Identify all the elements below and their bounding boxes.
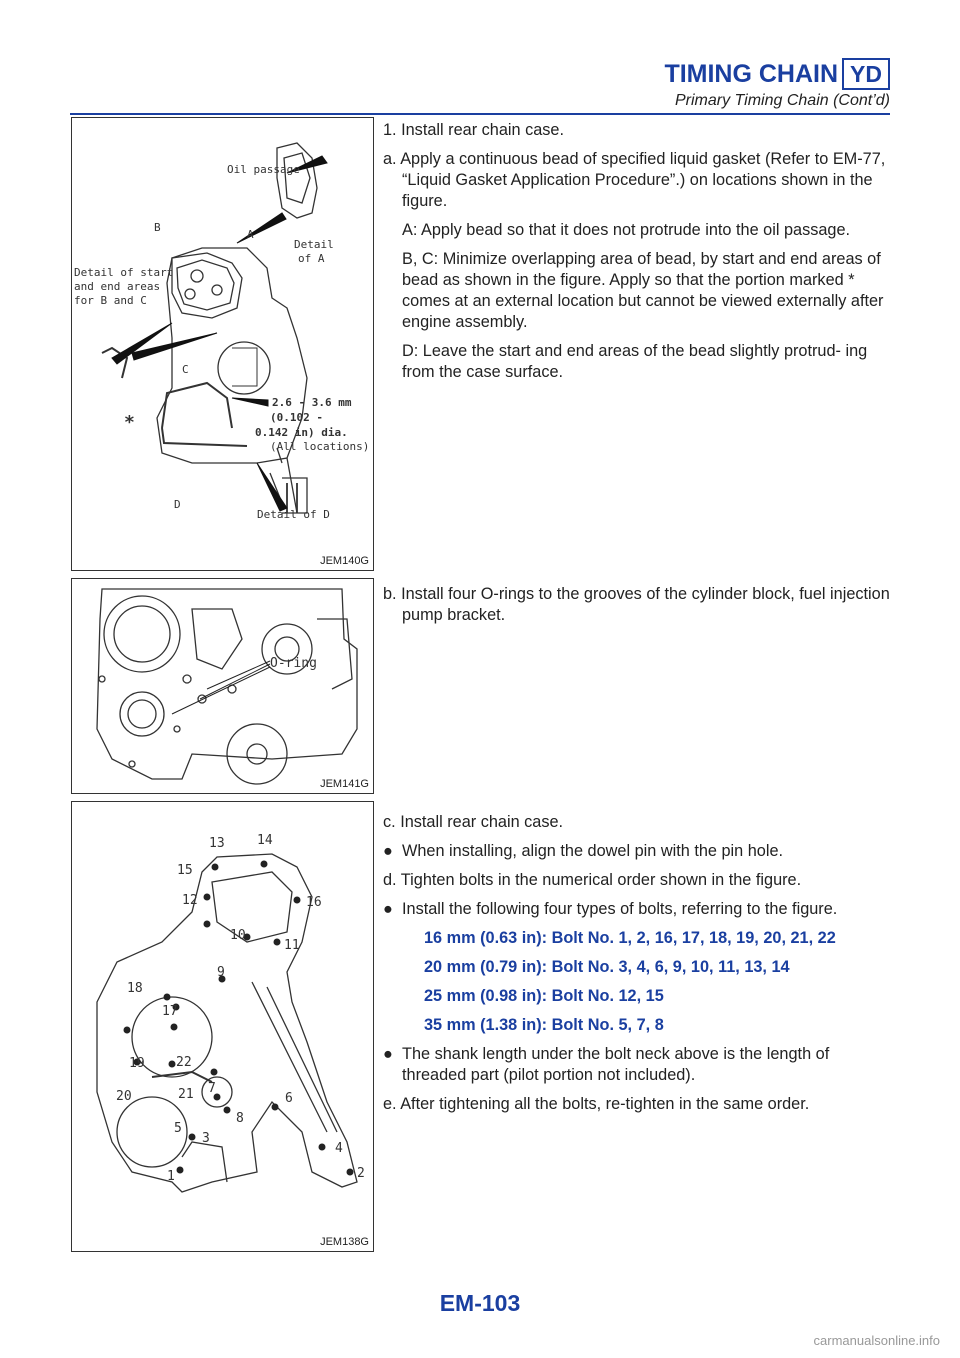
section-tighten-bolts <box>383 812 893 1123</box>
section-orings <box>383 584 893 634</box>
bolt-4-label: 4 <box>335 1141 343 1156</box>
engine-badge: YD <box>842 58 890 90</box>
bullet-dowel <box>383 841 893 862</box>
label-d: D <box>174 498 181 511</box>
step-b: b. Install four O-rings to the grooves of the cylinder block, fuel injection pump bracket. <box>383 585 890 624</box>
bolt-8-label: 8 <box>236 1111 244 1126</box>
bullet-dot: ● <box>383 842 393 860</box>
section-subtitle: Primary Timing Chain (Cont’d) <box>674 92 890 109</box>
bolt-10-label: 10 <box>230 928 246 943</box>
bolt-21-label: 21 <box>178 1087 194 1102</box>
bolt-6-label: 6 <box>285 1091 293 1106</box>
label-detail-start-2: and end areas <box>74 280 161 293</box>
label-dim-4: (All locations) <box>270 440 370 453</box>
label-detail-a-2: of A <box>298 252 325 265</box>
step-a: a. Apply a continuous bead of specified liquid gasket (Refer to EM-77, “Liquid Gasket Application Procedure”.) on locations shown in the figure. <box>383 150 886 210</box>
figure-code: JEM138G <box>320 1236 369 1248</box>
bolt-spec-35mm: 35 mm (1.38 in): Bolt No. 5, 7, 8 <box>424 1016 664 1034</box>
label-c: C <box>182 363 189 376</box>
oring-diagram <box>72 579 373 793</box>
bolt-5-label: 5 <box>174 1121 182 1136</box>
label-dim-3: 0.142 in) dia. <box>255 426 348 439</box>
bolt-16-label: 16 <box>306 895 322 910</box>
bolt-13-label: 13 <box>209 836 225 851</box>
bullet-dot: ● <box>383 900 393 918</box>
bolt-19-label: 19 <box>129 1056 145 1071</box>
figure-code: JEM141G <box>320 778 369 790</box>
gasket-diagram <box>72 118 373 570</box>
bolt-9-label: 9 <box>217 965 225 980</box>
section-title <box>664 58 890 90</box>
bolt-12-label: 12 <box>182 893 198 908</box>
note-bc: B, C: Minimize overlapping area of bead, by start and end areas of bead as shown in the figure. Apply so that the portion marked * comes at an external location but cannot be viewed externally after engine assembly. <box>402 250 884 331</box>
note-d: D: Leave the start and end areas of the bead slightly protrud- ing from the case surface. <box>402 342 868 381</box>
bolt-20-label: 20 <box>116 1089 132 1104</box>
bolt-14-label: 14 <box>257 833 273 848</box>
figure-jem140g <box>71 117 374 571</box>
step-1: 1. Install rear chain case. <box>383 121 564 139</box>
step-e: e. After tightening all the bolts, re-tighten in the same order. <box>383 1095 810 1113</box>
label-oring: O-ring <box>270 656 317 671</box>
label-detail-start-3: for B and C <box>74 294 147 307</box>
bolt-spec-25mm: 25 mm (0.98 in): Bolt No. 12, 15 <box>424 987 664 1005</box>
label-a: A <box>247 228 254 241</box>
note-a: A: Apply bead so that it does not protrude into the oil passage. <box>402 221 851 239</box>
bullet-shank-length <box>383 1044 893 1086</box>
figure-code: JEM140G <box>320 555 369 567</box>
step-c: c. Install rear chain case. <box>383 813 564 831</box>
watermark: carmanualsonline.info <box>813 1333 940 1348</box>
bolt-order-diagram <box>72 802 373 1251</box>
title-text: TIMING CHAIN <box>664 59 839 88</box>
label-dim-1: 2.6 - 3.6 mm <box>272 396 352 409</box>
page-number: EM-103 <box>439 1290 521 1316</box>
figure-jem141g <box>71 578 374 794</box>
bolt-spec-16mm: 16 mm (0.63 in): Bolt No. 1, 2, 16, 17, 18, 19, 20, 21, 22 <box>424 929 836 947</box>
bolt-1-label: 1 <box>167 1169 175 1184</box>
bolt-7-label: 7 <box>208 1081 216 1096</box>
figure-jem138g <box>71 801 374 1252</box>
bolt-22-label: 22 <box>176 1055 192 1070</box>
label-detail-d: Detail of D <box>257 508 330 521</box>
bolt-3-label: 3 <box>202 1131 210 1146</box>
bolt-2-label: 2 <box>357 1166 365 1181</box>
label-dim-2: (0.102 - <box>270 411 323 424</box>
bullet-text: When installing, align the dowel pin with the pin hole. <box>402 842 784 860</box>
label-oil-passage: Oil passage <box>227 163 300 176</box>
label-star: * <box>124 412 135 433</box>
bolt-17-label: 17 <box>162 1004 178 1019</box>
bolt-spec-20mm: 20 mm (0.79 in): Bolt No. 3, 4, 6, 9, 10, 11, 13, 14 <box>424 958 790 976</box>
label-detail-a-1: Detail <box>294 238 334 251</box>
bolt-18-label: 18 <box>127 981 143 996</box>
bullet-dot: ● <box>383 1045 393 1063</box>
header-rule <box>70 113 890 115</box>
section-install-chain-case <box>383 120 893 391</box>
bullet-bolt-types <box>383 899 893 920</box>
step-d: d. Tighten bolts in the numerical order shown in the figure. <box>383 871 802 889</box>
page-header <box>664 58 890 110</box>
bolt-15-label: 15 <box>177 863 193 878</box>
bullet-text: Install the following four types of bolts, referring to the figure. <box>402 900 838 918</box>
label-b: B <box>154 221 161 234</box>
label-detail-start-1: Detail of start <box>74 266 174 279</box>
bullet-text: The shank length under the bolt neck above is the length of threaded part (pilot portion not included). <box>402 1045 830 1084</box>
bolt-11-label: 11 <box>284 938 300 953</box>
